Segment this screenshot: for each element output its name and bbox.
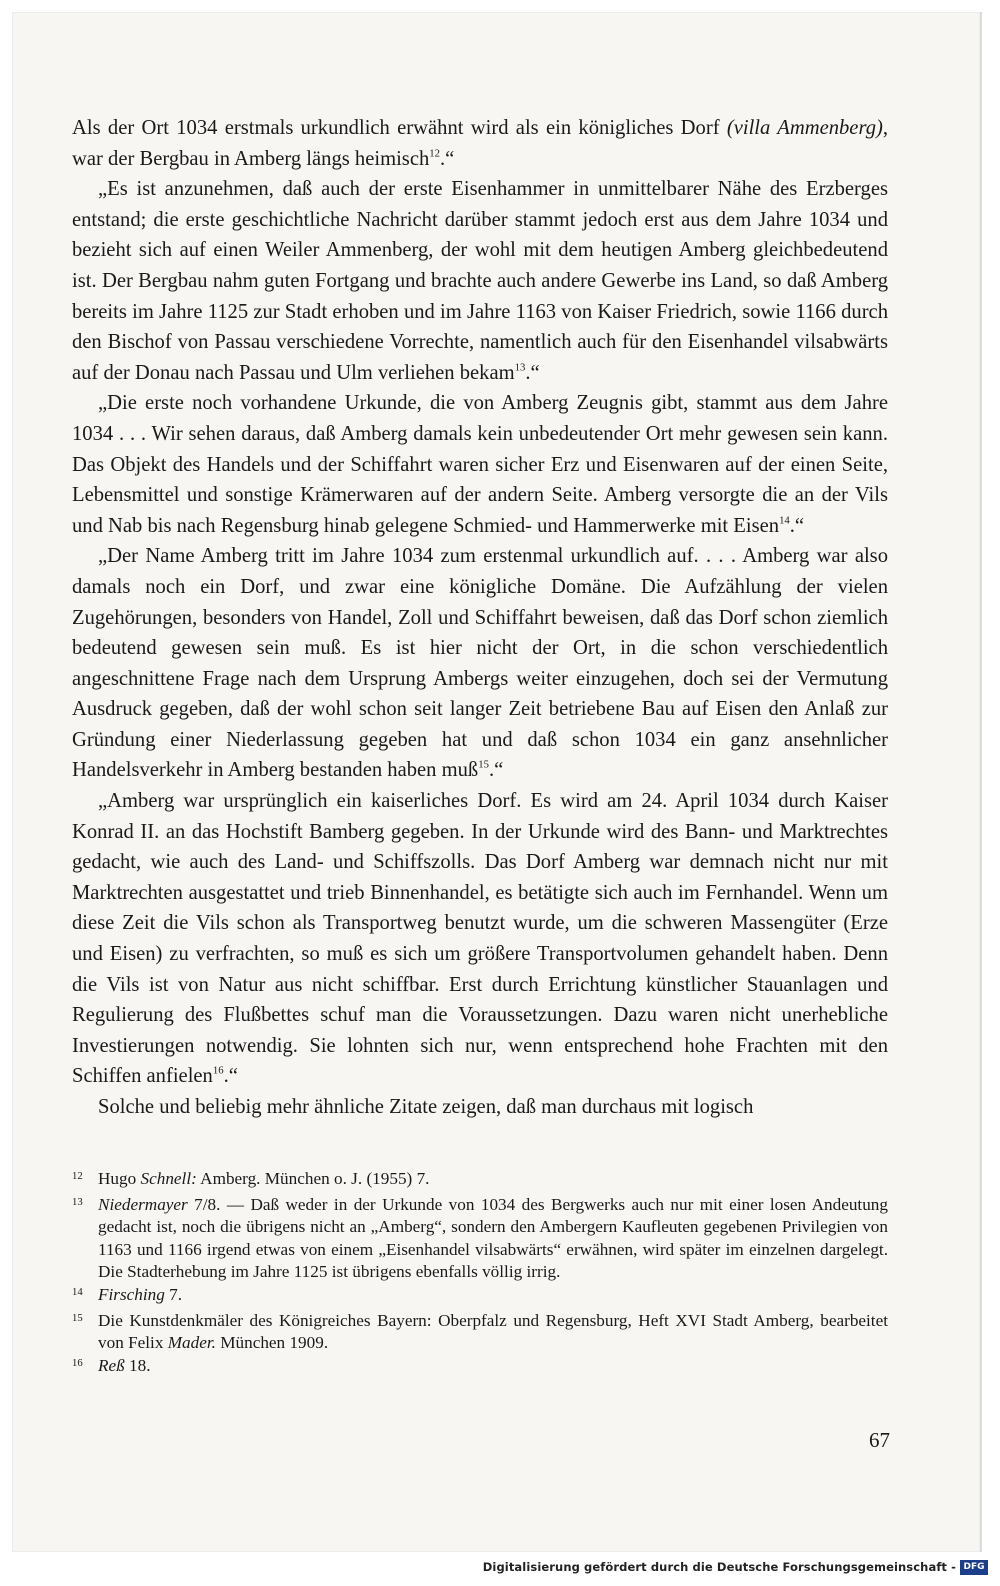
text-run: „Es ist anzunehmen, daß auch der erste Eisenhammer in unmittelbarer Nähe des Erzberges entstand; die erste geschichtliche Nachricht darüber stammt jedoch erst aus dem Jahre 1034 und bezieht sich auf einen Weiler Ammenberg, der wohl mit dem heutigen Amberg gleichbedeutend ist. Der Bergbau nahm guten Fortgang und brachte auch andere Gewerbe ins Land, so daß Amberg bereits im Jahre 1125 zur Stadt erhoben und im Jahre 1163 von Kaiser Friedrich, sowie 1166 durch den Bischof von Passau verschiedene Vorrechte, namentlich auch für den Eisenhandel vilsabwärts auf der Donau nach Passau und Ulm verliehen bekam — [72, 178, 888, 384]
footnote-number: 13 — [72, 1196, 83, 1208]
text-run: .“ — [223, 1065, 238, 1088]
text-run: .“ — [488, 759, 504, 782]
text-run: „Amberg war ursprünglich ein kaiserliches Dorf. Es wird am 24. April 1034 durch Kaiser Konrad II. an das Hochstift Bamberg gegeben. In der Urkunde wird des Bann- und Marktrechtes gedacht, wie auch des Land- und Schiffszolls. Das Dorf Amberg war demnach nicht nur mit Marktrechten ausgestattet und trieb Binnenhandel, es betätigte sich auch im Fernhandel. Wenn um diese Zeit die Vils schon als Transportweg benutzt wurde, um die schweren Massengüter (Erze und Eisen) zu verfrachten, so muß es sich um größere Transportvolumen gehandelt haben. Denn die Vils ist von Natur aus nicht schiffbar. Erst durch Errichtung künstlicher Stauanlagen und Regulierung des Flußbettes schuf man die Voraussetzungen. Dazu waren nicht unerhebliche Investierungen notwendig. Sie lohnten sich nur, wenn entsprechend hohe Frachten mit den Schiffen anfielen — [72, 790, 888, 1088]
footnote-number: 12 — [72, 1171, 83, 1183]
digitization-credit: Digitalisierung gefördert durch die Deutsche Forschungsgemeinschaft - — [482, 1560, 956, 1574]
italic-text: Reß — [98, 1355, 125, 1375]
paragraph — [72, 113, 888, 174]
footnote-text — [98, 1355, 888, 1378]
footnote — [72, 1194, 888, 1284]
text-run: „Die erste noch vorhandene Urkunde, die von Amberg Zeugnis gibt, stammt aus dem Jahre 1034 . . . Wir sehen daraus, daß Amberg damals kein unbedeutender Ort mehr gewesen sein kann. Das Objekt des Handels und der Schiffahrt waren sicher Erz und Eisenwaren auf der einen Seite, Lebensmittel und sonstige Krämerwaren auf der andern Seite. Amberg versorgte die an der Vils und Nab bis nach Regensburg hinab gelegene Schmied- und Hammerwerke mit Eisen — [72, 392, 888, 537]
paragraph — [72, 388, 888, 541]
footnote — [72, 1284, 888, 1310]
text-run: .“ — [439, 147, 455, 170]
footnote-ref: 13 — [514, 361, 526, 374]
text-run: Hugo — [98, 1169, 141, 1188]
paragraph — [72, 1092, 888, 1123]
paragraph — [72, 174, 888, 388]
footnote-text — [98, 1168, 888, 1191]
page-number: 67 — [869, 1428, 890, 1452]
text-run: 18. — [124, 1355, 151, 1375]
text-run: Amberg. München o. J. (1955) 7. — [196, 1169, 430, 1188]
italic-text: Schnell: — [140, 1169, 197, 1188]
footnote-text — [98, 1310, 888, 1355]
footnote-number: 15 — [72, 1312, 83, 1324]
footnote-number: 14 — [72, 1287, 83, 1299]
dfg-logo: DFG — [960, 1560, 988, 1575]
text-run: .“ — [525, 361, 540, 384]
footnote-ref: 15 — [478, 758, 489, 771]
footnote — [72, 1168, 888, 1194]
body-text — [72, 113, 888, 1123]
footnote-text — [98, 1194, 888, 1284]
text-run: 7. — [164, 1284, 183, 1304]
italic-text: (villa Ammenberg) — [726, 117, 883, 139]
text-run: 7/8. — Daß weder in der Urkunde von 1034 des Bergwerks auch nur mit einer losen Andeutung gedacht ist, noch die übrigens nicht an „Amberg“, sondern den Ambergern Kaufleuten gegebenen Privilegien von 1163 und 1166 irgend etwas von einem „Eisenhandel vilsabwärts“ erwähnen, wird später im einzelnen dargelegt. Die Stadterhebung im Jahre 1125 ist übrigens ebenfalls völlig irrig. — [98, 1194, 888, 1282]
text-run: „Der Name Amberg tritt im Jahre 1034 zum erstenmal urkundlich auf. . . . Amberg war also damals noch ein Dorf, und zwar eine königliche Domäne. Die Aufzählung der vielen Zugehörungen, besonders von Handel, Zoll und Schiffahrt beweisen, daß das Dorf schon ziemlich bedeutend gewesen sein muß. Es ist hier nicht der Ort, in die schon verschiedentlich angeschnittene Frage nach dem Ursprung Ambergs weiter einzugehen, doch sei der Vermutung Ausdruck gegeben, daß der wohl schon seit langer Zeit betriebene Bau auf Eisen den Anlaß zur Gründung einer Niederlassung gegeben hat und daß schon 1034 ein ganz ansehnlicher Handelsverkehr in Amberg bestanden haben muß — [72, 545, 888, 782]
text-run: München 1909. — [215, 1333, 329, 1353]
paragraph — [72, 786, 888, 1092]
footnote-number: 16 — [72, 1357, 83, 1369]
text-run: Die Kunstdenkmäler des Königreiches Bayern: Oberpfalz und Regensburg, Heft XVI Stadt Amberg, bearbeitet von Felix — [98, 1310, 888, 1353]
footnote-ref: 16 — [212, 1064, 224, 1077]
italic-text: Niedermayer — [98, 1194, 188, 1214]
footnote — [72, 1355, 888, 1381]
paragraph — [72, 541, 888, 786]
italic-text: Mader. — [167, 1333, 216, 1353]
footnote-ref: 12 — [429, 147, 440, 160]
italic-text: Firsching — [98, 1284, 165, 1304]
text-run: Als der Ort 1034 erstmals urkundlich erwähnt wird als ein königliches Dorf — [72, 117, 727, 139]
text-run: Solche und beliebig mehr ähnliche Zitate zeigen, daß man durchaus mit logisch — [98, 1096, 754, 1118]
footnote — [72, 1310, 888, 1355]
text-run: .“ — [789, 514, 805, 537]
text-run: , war der Bergbau in Amberg längs heimisch — [72, 117, 888, 170]
footnote-ref: 14 — [779, 514, 790, 527]
footnotes — [72, 1168, 888, 1380]
footnote-text — [98, 1284, 888, 1307]
